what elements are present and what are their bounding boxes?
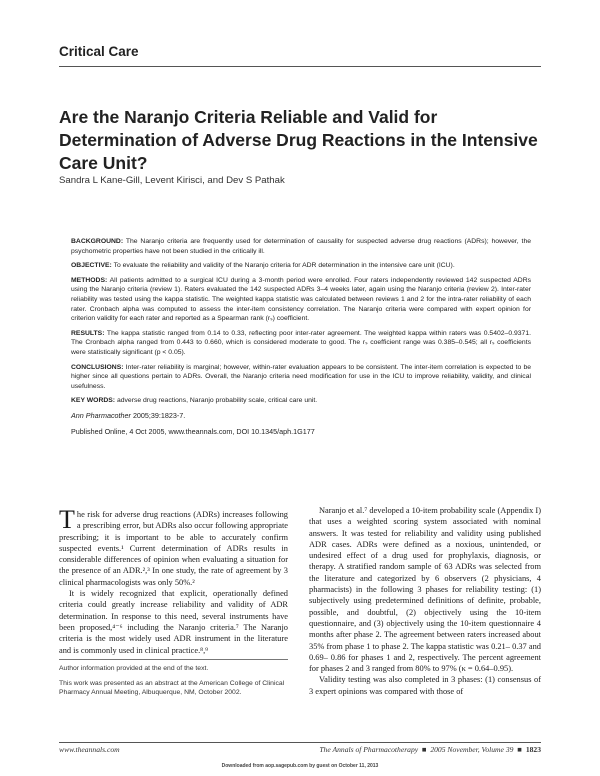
footer-journal-info	[319, 745, 541, 754]
abstract-conclusions-label: CONCLUSIONS:	[71, 363, 124, 371]
footnotes	[59, 664, 288, 703]
citation-volume: 2005;39:1823-7.	[132, 410, 186, 420]
body-column-left	[59, 505, 288, 656]
abstract-keywords-label: KEY WORDS:	[71, 397, 116, 405]
footer-separator: ■	[421, 745, 427, 754]
abstract-results-text: The kappa statistic ranged from 0.14 to 0.33, reflecting poor inter-rater agreement. The weighted kappa within raters was 0.5402–0.9371. The Cronbach alpha ranged from 0.443 to 0.660, which is considered moderate to good. The rₛ coefficient range was 0.385–0.545; all rₛ coefficients were statistically significant (p < 0.05).	[71, 329, 531, 356]
abstract-methods	[71, 276, 531, 324]
abstract-background	[71, 237, 531, 256]
body-paragraph: It is widely recognized that explicit, operationally defined criteria could greatly increase reliability and validity of ADR determination. In response to this need, several instruments have been proposed,⁴⁻⁶ including the Naranjo criteria.⁷ The Naranjo criteria is the most widely used ADR instrument in the literature and is commonly used in clinical practice.⁸,⁹	[59, 589, 288, 655]
article-title: Are the Naranjo Criteria Reliable and Valid for Determination of Adverse Drug Reactions in the Intensive Care Unit?	[59, 107, 538, 173]
abstract-objective-text: To evaluate the reliability and validity of the Naranjo criteria for ADR determination in the intensive care unit (ICU).	[113, 262, 455, 270]
abstract-conclusions	[71, 363, 531, 392]
abstract-background-label: BACKGROUND:	[71, 238, 124, 245]
body-column-right	[309, 505, 541, 697]
abstract-methods-label: METHODS:	[71, 276, 108, 284]
footer-separator: ■	[517, 745, 522, 754]
section-label: Critical Care	[59, 44, 139, 59]
published-online[interactable]: Published Online, 4 Oct 2005, www.theannals.com, DOI 10.1345/aph.1G177	[71, 426, 315, 436]
abstract	[71, 237, 531, 442]
footnote-divider	[59, 659, 288, 660]
body-paragraph-text: he risk for adverse drug reactions (ADRs) increases following a prescribing error, but ADRs also occur following appropriate prescribing; it is important to be able to accurately confirm suspected events.¹ Current determination of ADRs results in considerable differences of opinion when evaluating a situation for the presence of an ADR.²,³ In one study, the rate of agreement by 3 clinical pharmacologists was only 50%.²	[59, 510, 288, 587]
footnote-presentation: This work was presented as an abstract at the American College of Clinical Pharmacy Annual Meeting, Albuquerque, NM, October 2002.	[59, 680, 285, 696]
abstract-objective	[71, 261, 531, 271]
article-authors: Sandra L Kane-Gill, Levent Kirisci, and Dev S Pathak	[59, 175, 285, 186]
footnote-affiliation: Author information provided at the end of the text.	[59, 665, 209, 672]
abstract-results-label: RESULTS:	[71, 329, 105, 337]
footer-divider	[59, 742, 541, 743]
journal-abbrev: Ann Pharmacother	[71, 410, 131, 420]
abstract-keywords-text: adverse drug reactions, Naranjo probability scale, critical care unit.	[116, 397, 318, 405]
abstract-conclusions-text: Inter-rater reliability is marginal; however, within-rater evaluation appears to be consistent. The inter-item correlation is expected to be higher since all questions pertain to ADRs. Overall, the Naranjo criteria need modification for use in the ICU to improve reliability, validity, and clinical usefulness.	[71, 363, 531, 390]
page-number: 1823	[525, 745, 541, 754]
body-paragraph: Validity testing was also completed in 3 phases: (1) consensus of 3 expert opinions was compared with those of	[309, 675, 541, 696]
abstract-results	[71, 329, 531, 358]
body-paragraph: Naranjo et al.⁷ developed a 10-item probability scale (Appendix I) that uses a weighted scoring system associated with nominal answers. It was tested for reliability and validity using published ADR cases. ADRs were defined as a noxious, unintended, or undesired effect of a drug used for prophylaxis, diagnosis, or therapy. A stratified random sample of 63 ADRs was selected from the literature and categorized by 6 observers (2 physicians, 4 pharmacists) in the following 3 phases for reliability testing: (1) subjectively using predetermined definitions of definite, probable, possible, and doubtful, (2) objectively using the 10-item questionnaire, and (3) objectively using the 10-item questionnaire 4 months after phase 2. The agreement between raters increased about 35% from phase 1 to phase 2. The kappa statistic was 0.21– 0.37 and 0.69– 0.86 for phases 1 and 2, respectively. The percent agreement for phases 2 and 3 ranged from 80% to 97% (κ = 0.64–0.95).	[309, 506, 541, 674]
body-paragraph	[59, 505, 288, 588]
footer-journal: The Annals of Pharmacotherapy	[319, 745, 419, 754]
footer-issue: 2005 November, Volume 39	[430, 745, 514, 754]
abstract-objective-label: OBJECTIVE:	[71, 262, 112, 270]
abstract-methods-text: All patients admitted to a surgical ICU during a 3-month period were enrolled. Four raters independently reviewed 142 suspected ADRs using the Naranjo criteria (review 1). Raters evaluated the 142 suspected ADRs 3–4 weeks later, again using the Naranjo criteria (review 2). Inter-rater reliability was tested using the kappa statistic. The weighted kappa statistic was calculated between reviews 1 and 2 for the intra-rater reliability of each rater. Cronbach alpha was computed to assess the inter-item consistency correlation. The Naranjo criteria were compared with expert opinion for criterion validity for each rater and reported as a Spearman rank (rₛ) coefficient.	[71, 276, 532, 323]
header-divider	[59, 66, 541, 67]
drop-cap: T	[59, 505, 75, 534]
abstract-keywords	[71, 396, 531, 406]
download-notice: Downloaded from aop.sagepub.com by guest on October 11, 2013	[221, 763, 379, 769]
citation-line	[71, 411, 531, 421]
footer-website[interactable]: www.theannals.com	[59, 745, 120, 754]
abstract-background-text: The Naranjo criteria are frequently used for determination of causality for suspected adverse drug reactions (ADRs); however, the psychometric properties have not been studied in the critically ill.	[71, 238, 532, 255]
